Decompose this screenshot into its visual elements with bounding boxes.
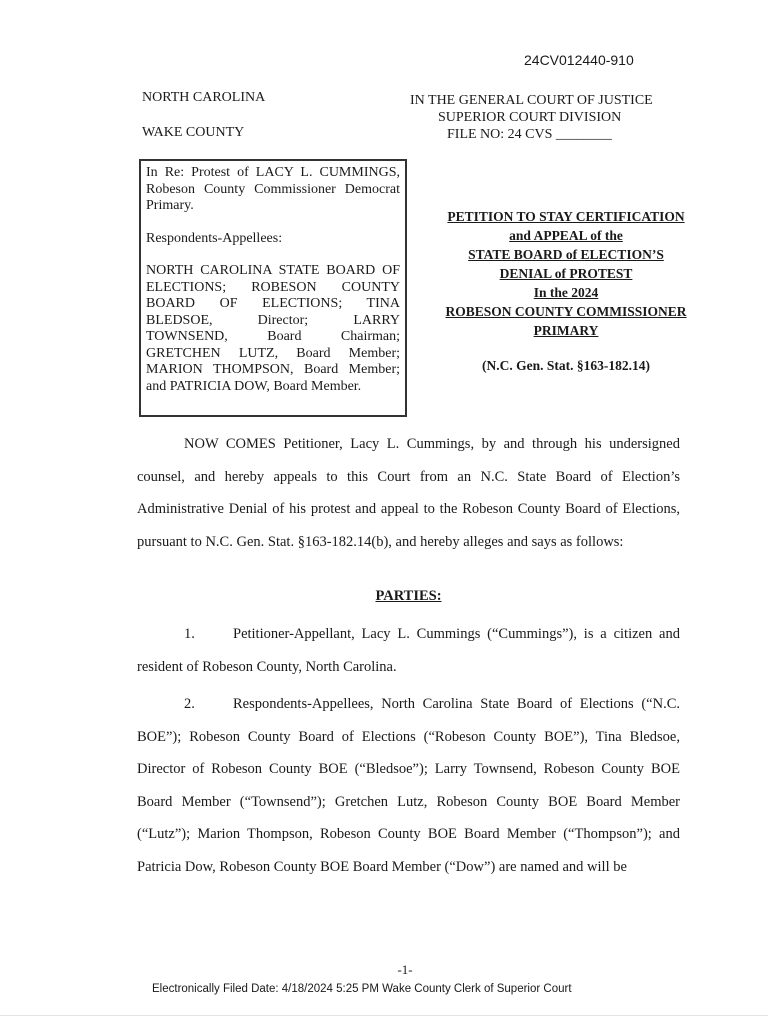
parties-heading: PARTIES:: [375, 588, 442, 604]
numbered-paragraph: [137, 688, 680, 883]
caption-respondents-list: NORTH CAROLINA STATE BOARD OF ELECTIONS; ROBESON COUNTY BOARD OF ELECTIONS; TINA BLEDSOE, Director; LARRY TOWNSEND, Board Chairman; GRETCHEN LUTZ, Board Member; MARION THOMPSON, Board Member; and PATRICIA DOW, Board Member.: [146, 263, 400, 394]
case-number: 24CV012440-910: [524, 52, 634, 68]
title-line: In the 2024: [533, 285, 599, 300]
state-label: NORTH CAROLINA: [142, 90, 266, 105]
title-line: PRIMARY: [533, 323, 599, 338]
county-label: WAKE COUNTY: [142, 125, 245, 140]
intro-paragraph: NOW COMES Petitioner, Lacy L. Cummings, by and through his undersigned counsel, and hereby appeals to this Court from an N.C. State Board of Election’s Administrative Denial of his protest and appeal to the Robeson County Board of Elections, pursuant to N.C. Gen. Stat. §163-182.14(b), and hereby alleges and says as follows:: [137, 436, 680, 550]
paragraph-number: 1.: [184, 626, 195, 642]
title-line: and APPEAL of the: [509, 228, 623, 243]
statute-reference: (N.C. Gen. Stat. §163-182.14): [482, 358, 650, 373]
page-edge: [0, 1015, 768, 1016]
paragraph-text: Respondents-Appellees, North Carolina State Board of Elections (“N.C. BOE”); Robeson County Board of Elections (“Robeson County BOE”), Tina Bledsoe, Director of Robeson County BOE (“Bledsoe”); Larry Townsend, Robeson County BOE Board Member (“Townsend”); Gretchen Lutz, Robeson County BOE Board Member (“Lutz”); Marion Thompson, Robeson County BOE Board Member (“Thompson”); and Patricia Dow, Robeson County BOE Board Member (“Dow”) are named and will be: [137, 696, 680, 875]
page-number: -1-: [397, 962, 413, 977]
file-number: FILE NO: 24 CVS ________: [447, 127, 612, 142]
paragraph-number: 2.: [184, 696, 195, 712]
court-name: IN THE GENERAL COURT OF JUSTICE: [410, 93, 653, 108]
title-line: ROBESON COUNTY COMMISSIONER: [445, 304, 687, 319]
court-division: SUPERIOR COURT DIVISION: [438, 110, 622, 125]
court-heading: [410, 92, 690, 143]
title-line: STATE BOARD of ELECTION’S: [468, 247, 664, 262]
document-title: [428, 207, 704, 340]
numbered-paragraph: [137, 618, 680, 683]
case-caption-box: [139, 159, 407, 417]
caption-in-re: In Re: Protest of LACY L. CUMMINGS, Robeson County Commissioner Democrat Primary.: [146, 165, 400, 213]
paragraph-text: Petitioner-Appellant, Lacy L. Cummings (“Cummings”), is a citizen and resident of Robeson County, North Carolina.: [137, 626, 680, 675]
title-line: PETITION TO STAY CERTIFICATION: [447, 209, 685, 224]
title-line: DENIAL of PROTEST: [499, 266, 633, 281]
filing-stamp: Electronically Filed Date: 4/18/2024 5:25 PM Wake County Clerk of Superior Court: [152, 983, 572, 995]
caption-respondents-label: Respondents-Appellees:: [146, 230, 283, 246]
